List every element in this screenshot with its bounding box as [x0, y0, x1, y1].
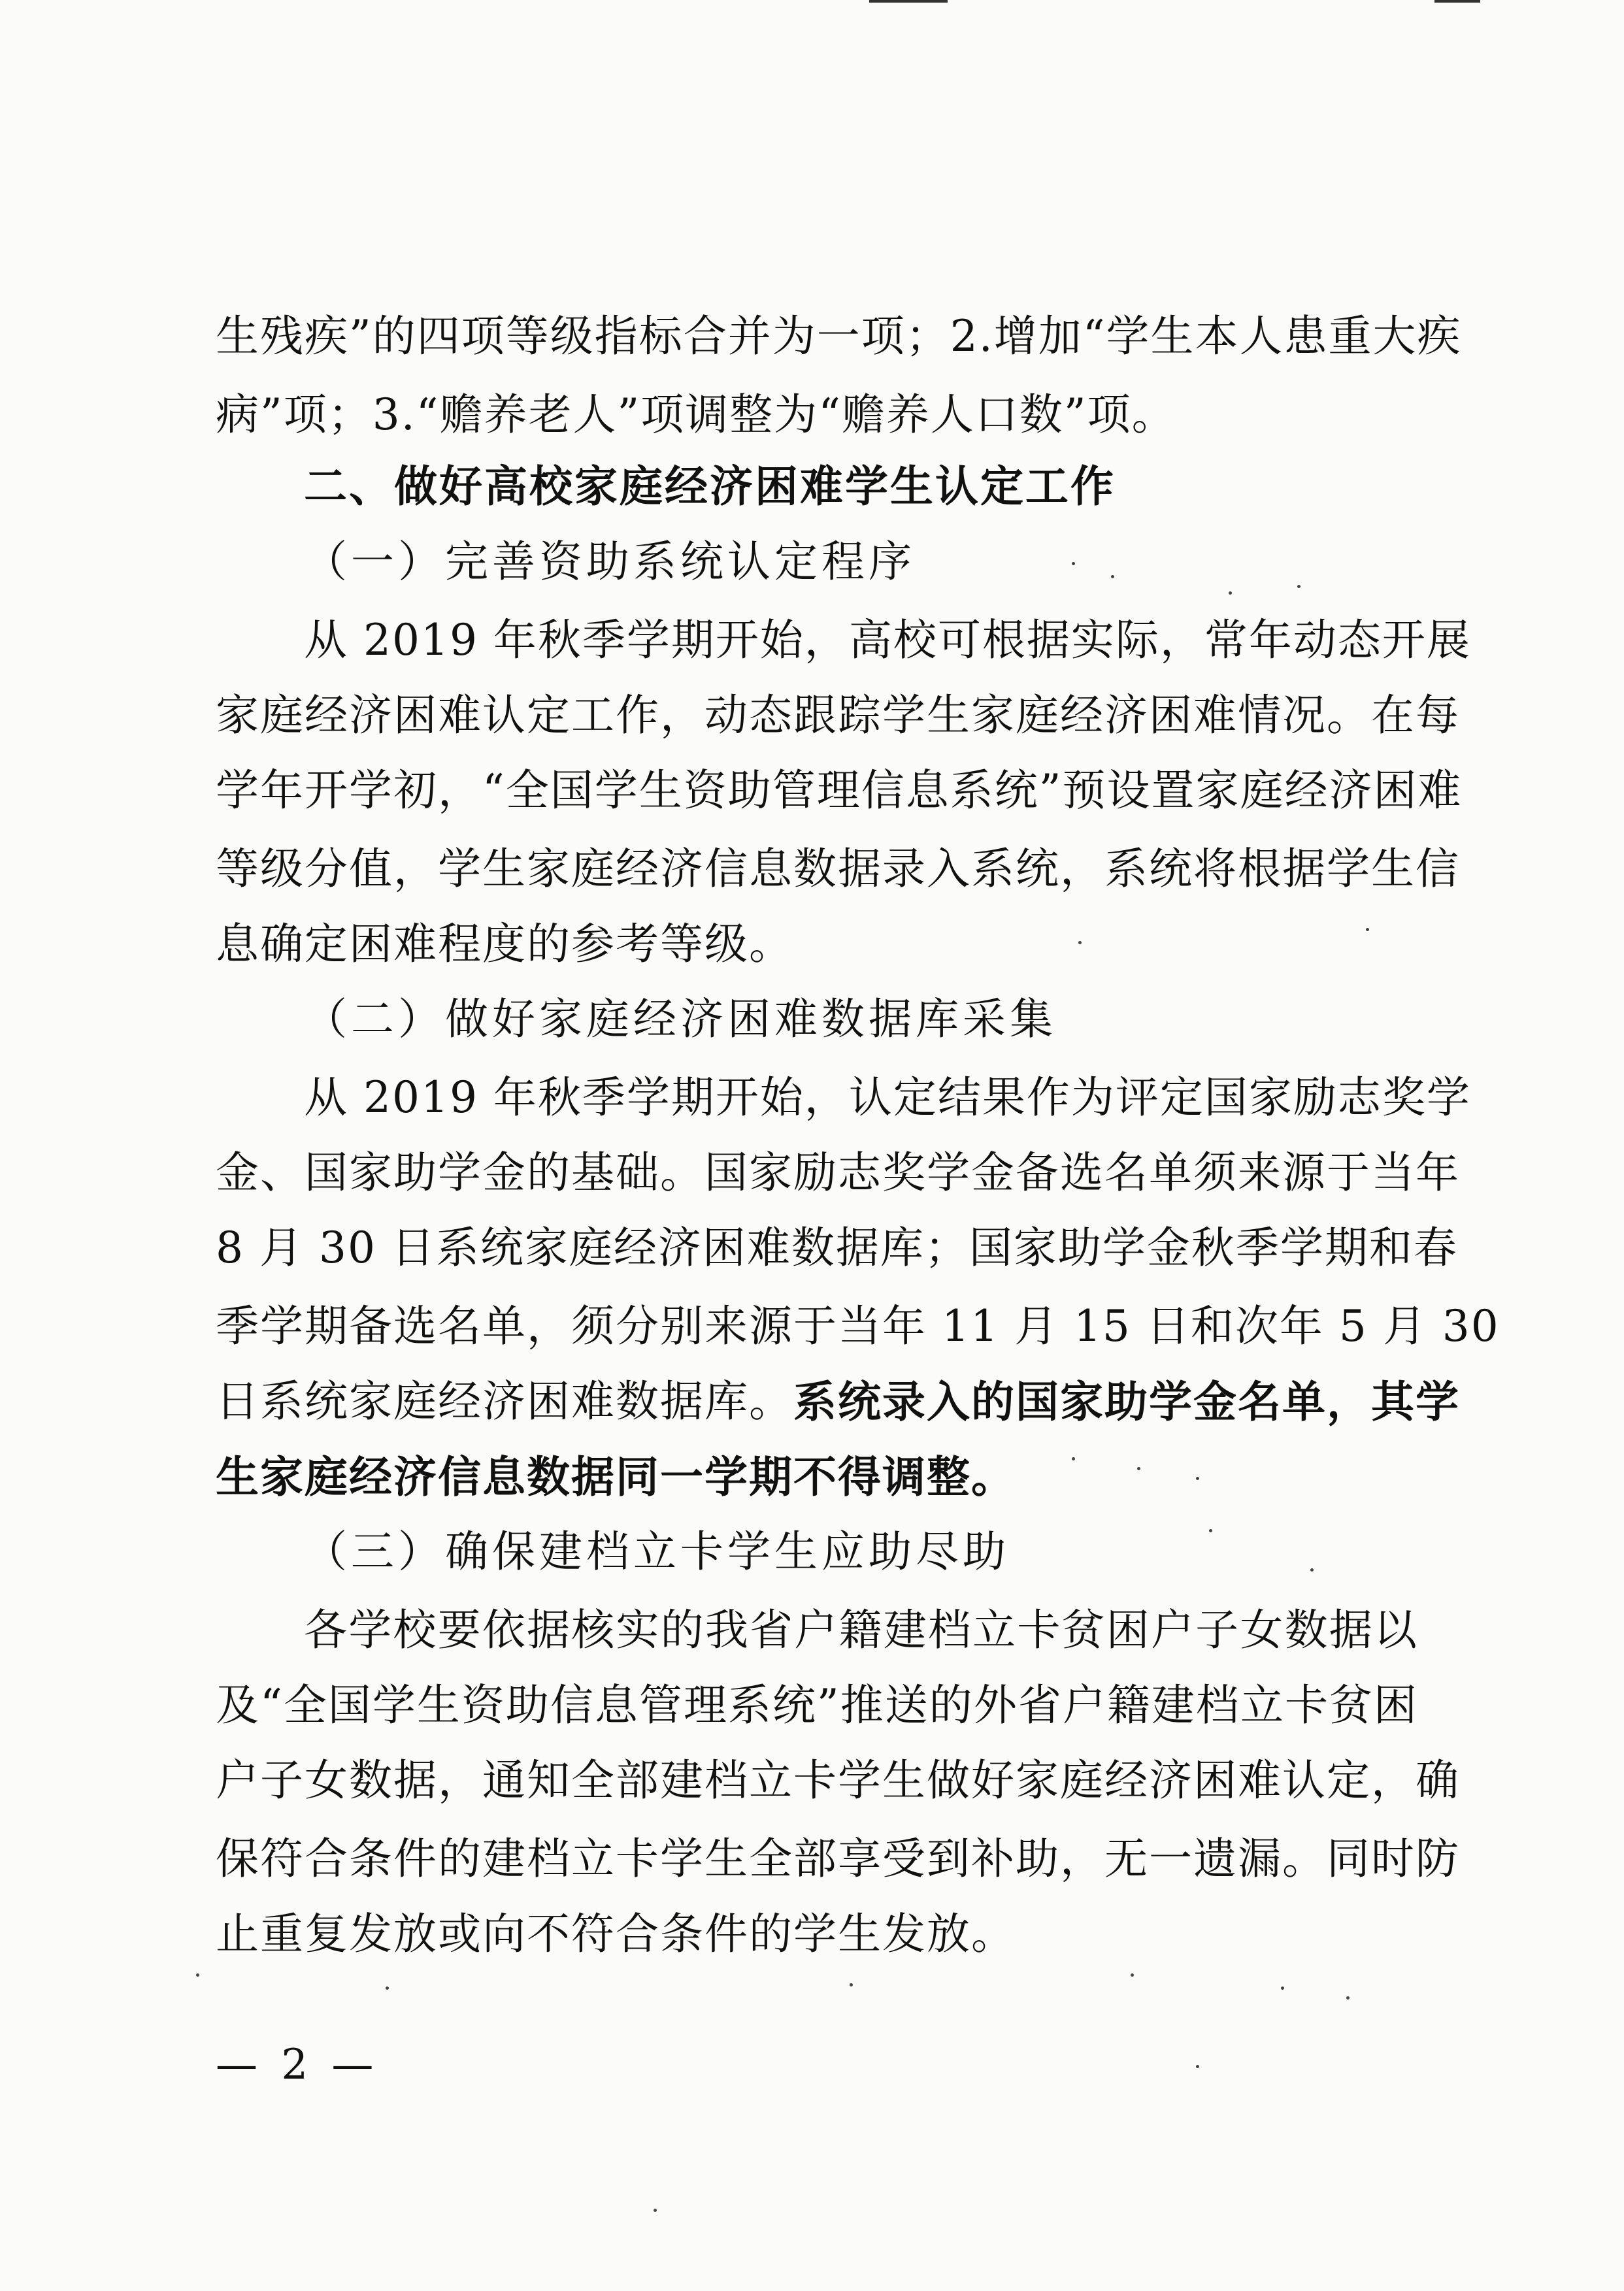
body-line: 息确定困难程度的参考等级。: [216, 919, 793, 969]
emphasis-line: 生家庭经济信息数据同一学期不得调整。: [216, 1451, 1016, 1502]
scan-speck: [654, 2209, 657, 2212]
scan-speck: [1281, 1986, 1284, 1990]
scan-speck: [1137, 1467, 1140, 1470]
page-number: — 2 —: [216, 2041, 379, 2089]
body-line: 生残疾”的四项等级指标合并为一项；2.增加“学生本人患重大疾: [216, 311, 1462, 361]
top-edge-mark: [869, 0, 948, 3]
scan-speck: [1072, 1457, 1075, 1460]
body-line: 病”项；3.“赡养老人”项调整为“赡养人口数”项。: [216, 389, 1176, 440]
scan-speck: [1209, 1529, 1212, 1532]
body-line: 金、国家助学金的基础。国家励志奖学金备选名单须来源于当年: [216, 1147, 1460, 1198]
scan-speck: [1131, 1973, 1134, 1977]
scan-speck: [1297, 585, 1301, 588]
scan-speck: [1078, 941, 1082, 944]
section-heading: 二、做好高校家庭经济困难学生认定工作: [304, 461, 1116, 512]
body-line: 户子女数据，通知全部建档立卡学生做好家庭经济困难认定，确: [216, 1755, 1460, 1805]
body-line: 季学期备选名单，须分别来源于当年 11 月 15 日和次年 5 月 30: [216, 1301, 1500, 1351]
scan-speck: [1310, 1568, 1314, 1572]
body-line-text: 日系统家庭经济困难数据库。: [216, 1376, 793, 1426]
emphasis-text: 系统录入的国家助学金名单，其学: [793, 1376, 1460, 1427]
body-line: 等级分值，学生家庭经济信息数据录入系统，系统将根据学生信: [216, 844, 1460, 894]
body-line: 止重复发放或向不符合条件的学生发放。: [216, 1909, 1016, 1959]
scan-speck: [1111, 575, 1114, 578]
body-line: 从 2019 年秋季学期开始，认定结果作为评定国家励志奖学: [304, 1072, 1471, 1123]
scan-speck: [386, 1986, 389, 1990]
scan-speck: [196, 1973, 199, 1977]
scan-speck: [1072, 562, 1075, 565]
scan-speck: [850, 1983, 853, 1986]
body-line: 及“全国学生资助信息管理系统”推送的外省户籍建档立卡贫困: [216, 1680, 1418, 1730]
scan-speck: [1366, 928, 1369, 931]
scan-speck: [1346, 1996, 1350, 2000]
scan-speck: [1229, 591, 1232, 595]
subsection-heading: （二）做好家庭经济困难数据库采集: [304, 994, 1057, 1044]
body-line: 保符合条件的建档立卡学生全部享受到补助，无一遗漏。同时防: [216, 1834, 1460, 1884]
body-line: 学年开学初，“全国学生资助管理信息系统”预设置家庭经济困难: [216, 765, 1463, 816]
top-edge-mark: [1434, 0, 1480, 3]
scan-speck: [1196, 1477, 1199, 1480]
body-line: [216, 1372, 1460, 1431]
subsection-heading: （一）完善资助系统认定程序: [304, 536, 916, 587]
body-line: 8 月 30 日系统家庭经济困难数据库；国家助学金秋季学期和春: [216, 1223, 1458, 1273]
body-line: 各学校要依据核实的我省户籍建档立卡贫困户子女数据以: [304, 1605, 1418, 1655]
subsection-heading: （三）确保建档立卡学生应助尽助: [304, 1526, 1010, 1577]
body-line: 家庭经济困难认定工作，动态跟踪学生家庭经济困难情况。在每: [216, 690, 1460, 740]
scan-speck: [1196, 2065, 1199, 2068]
body-line: 从 2019 年秋季学期开始，高校可根据实际，常年动态开展: [304, 615, 1471, 665]
